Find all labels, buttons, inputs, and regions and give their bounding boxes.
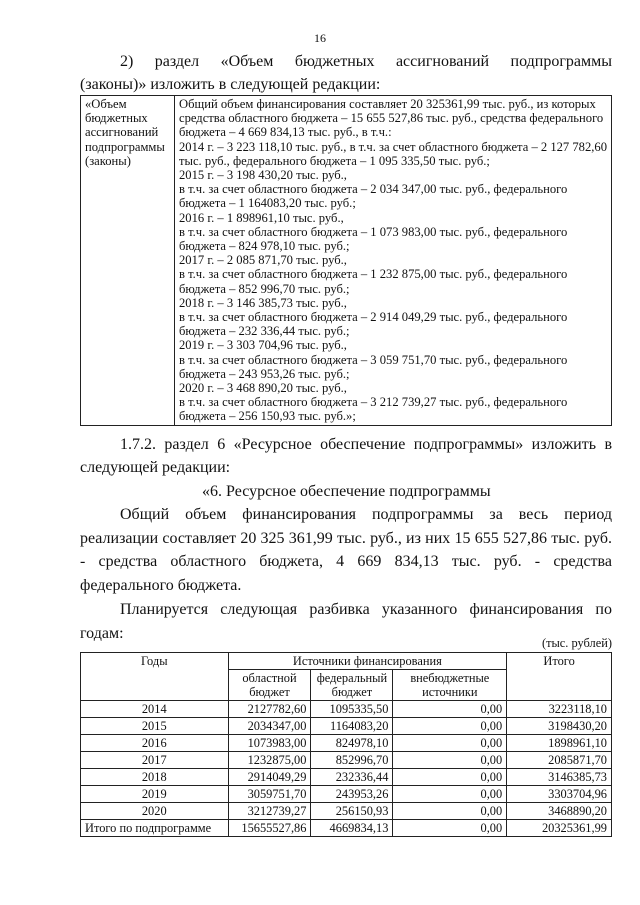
total-cell: 3223118,10 — [507, 701, 612, 718]
year-cell: 2016 — [81, 735, 229, 752]
extra-cell: 0,00 — [393, 701, 507, 718]
section-paragraph-1: Общий объем финансирования подпрограммы за весь период реализации составляет 20 325 361,99 тыс. руб., из них 15 655 527,86 тыс. руб. - средства областного бюджета, 4 669 834,13 тыс. руб. - средства федерального бюджета. — [80, 506, 612, 594]
unit-label: (тыс. рублей) — [541, 636, 612, 650]
table-row — [81, 786, 612, 803]
regional-cell: 2034347,00 — [228, 718, 311, 735]
page-number: 16 — [314, 31, 326, 45]
header-total: Итого — [507, 653, 612, 701]
year-cell: 2019 — [81, 786, 229, 803]
passport-line: 2014 г. – 3 223 118,10 тыс. руб., в т.ч. за счет областного бюджета – 2 127 782,60 тыс. руб., федерального бюджета – 1 095 335,50 тыс. руб.; — [179, 139, 608, 168]
regional-cell: 15655527,86 — [228, 820, 311, 837]
table-row — [81, 735, 612, 752]
total-cell: 3146385,73 — [507, 769, 612, 786]
passport-line: 2016 г. – 1 898961,10 тыс. руб., — [179, 210, 344, 225]
extra-cell: 0,00 — [393, 752, 507, 769]
total-row — [81, 820, 612, 837]
table-row — [81, 752, 612, 769]
extra-cell: 0,00 — [393, 820, 507, 837]
total-cell: 20325361,99 — [507, 820, 612, 837]
federal-cell: 1095335,50 — [311, 701, 393, 718]
federal-cell: 852996,70 — [311, 752, 393, 769]
year-cell: 2015 — [81, 718, 229, 735]
passport-line: 2015 г. – 3 198 430,20 тыс. руб., — [179, 168, 347, 183]
regional-cell: 1073983,00 — [228, 735, 311, 752]
year-cell: 2014 — [81, 701, 229, 718]
header-sources: Источники финансирования — [228, 653, 507, 670]
section-line-1: 1.7.2. раздел 6 «Ресурсное обеспечение подпрограммы» изложить в — [120, 436, 612, 453]
federal-cell: 1164083,20 — [311, 718, 393, 735]
table-row — [81, 718, 612, 735]
federal-cell: 4669834,13 — [311, 820, 393, 837]
regional-cell: 3059751,70 — [228, 786, 311, 803]
regional-cell: 1232875,00 — [228, 752, 311, 769]
passport-line: 2018 г. – 3 146 385,73 тыс. руб., — [179, 295, 347, 310]
passport-label: «Объем бюджетных ассигнований подпрограммы (законы) — [81, 96, 175, 426]
year-cell: 2020 — [81, 803, 229, 820]
header-federal: федеральный бюджет — [311, 670, 393, 701]
intro-line-2: (законы)» изложить в следующей редакции: — [80, 76, 381, 93]
regional-cell: 2914049,29 — [228, 769, 311, 786]
extra-cell: 0,00 — [393, 803, 507, 820]
passport-line: в т.ч. за счет областного бюджета – 3 212 739,27 тыс. руб., федерального бюджета – 256 150,93 тыс. руб.»; — [179, 395, 568, 424]
extra-cell: 0,00 — [393, 786, 507, 803]
passport-line: в т.ч. за счет областного бюджета – 1 073 983,00 тыс. руб., федерального бюджета – 824 978,10 тыс. руб.; — [179, 224, 568, 254]
section-line-2: следующей редакции: — [80, 459, 231, 476]
table-row — [81, 803, 612, 820]
header-years: Годы — [81, 653, 229, 701]
table-row — [81, 769, 612, 786]
passport-content — [175, 96, 612, 426]
total-cell: 2085871,70 — [507, 752, 612, 769]
header-regional: областной бюджет — [228, 670, 311, 701]
passport-line: 2017 г. – 2 085 871,70 тыс. руб., — [179, 253, 347, 268]
year-cell: Итого по подпрограмме — [81, 820, 229, 837]
passport-line: в т.ч. за счет областного бюджета – 3 059 751,70 тыс. руб., федерального бюджета – 243 953,26 тыс. руб.; — [179, 352, 568, 381]
passport-line: в т.ч. за счет областного бюджета – 1 232 875,00 тыс. руб., федерального бюджета – 852 996,70 тыс. руб.; — [179, 267, 568, 296]
passport-line: в т.ч. за счет областного бюджета – 2 034 347,00 тыс. руб., федерального бюджета – 1 164083,20 тыс. руб.; — [179, 182, 568, 211]
passport-line: в т.ч. за счет областного бюджета – 2 914 049,29 тыс. руб., федерального бюджета – 232 336,44 тыс. руб.; — [179, 310, 568, 339]
passport-line: 2019 г. – 3 303 704,96 тыс. руб., — [179, 338, 347, 353]
federal-cell: 232336,44 — [311, 769, 393, 786]
total-cell: 1898961,10 — [507, 735, 612, 752]
passport-line: Общий объем финансирования составляет 20 325361,99 тыс. руб., из которых средства областного бюджета – 15 655 527,86 тыс. руб., средства федерального бюджета – 4 669 834,13 тыс. руб., в т.ч.: — [179, 97, 604, 140]
year-cell: 2017 — [81, 752, 229, 769]
intro-line-1: 2) раздел «Объем бюджетных ассигнований подпрограммы — [120, 53, 612, 70]
extra-cell: 0,00 — [393, 769, 507, 786]
extra-cell: 0,00 — [393, 735, 507, 752]
passport-line: 2020 г. – 3 468 890,20 тыс. руб., — [179, 381, 347, 396]
finance-table — [80, 652, 612, 837]
total-cell: 3303704,96 — [507, 786, 612, 803]
table-row — [81, 701, 612, 718]
federal-cell: 256150,93 — [311, 803, 393, 820]
section-paragraph-2: Планируется следующая разбивка указанного финансирования по годам: — [80, 601, 612, 642]
regional-cell: 2127782,60 — [228, 701, 311, 718]
section-heading: «6. Ресурсное обеспечение подпрограммы — [202, 483, 491, 500]
total-cell: 3198430,20 — [507, 718, 612, 735]
header-extra: внебюджетные источники — [393, 670, 507, 701]
regional-cell: 3212739,27 — [228, 803, 311, 820]
year-cell: 2018 — [81, 769, 229, 786]
federal-cell: 824978,10 — [311, 735, 393, 752]
extra-cell: 0,00 — [393, 718, 507, 735]
federal-cell: 243953,26 — [311, 786, 393, 803]
total-cell: 3468890,20 — [507, 803, 612, 820]
passport-table — [80, 95, 612, 426]
